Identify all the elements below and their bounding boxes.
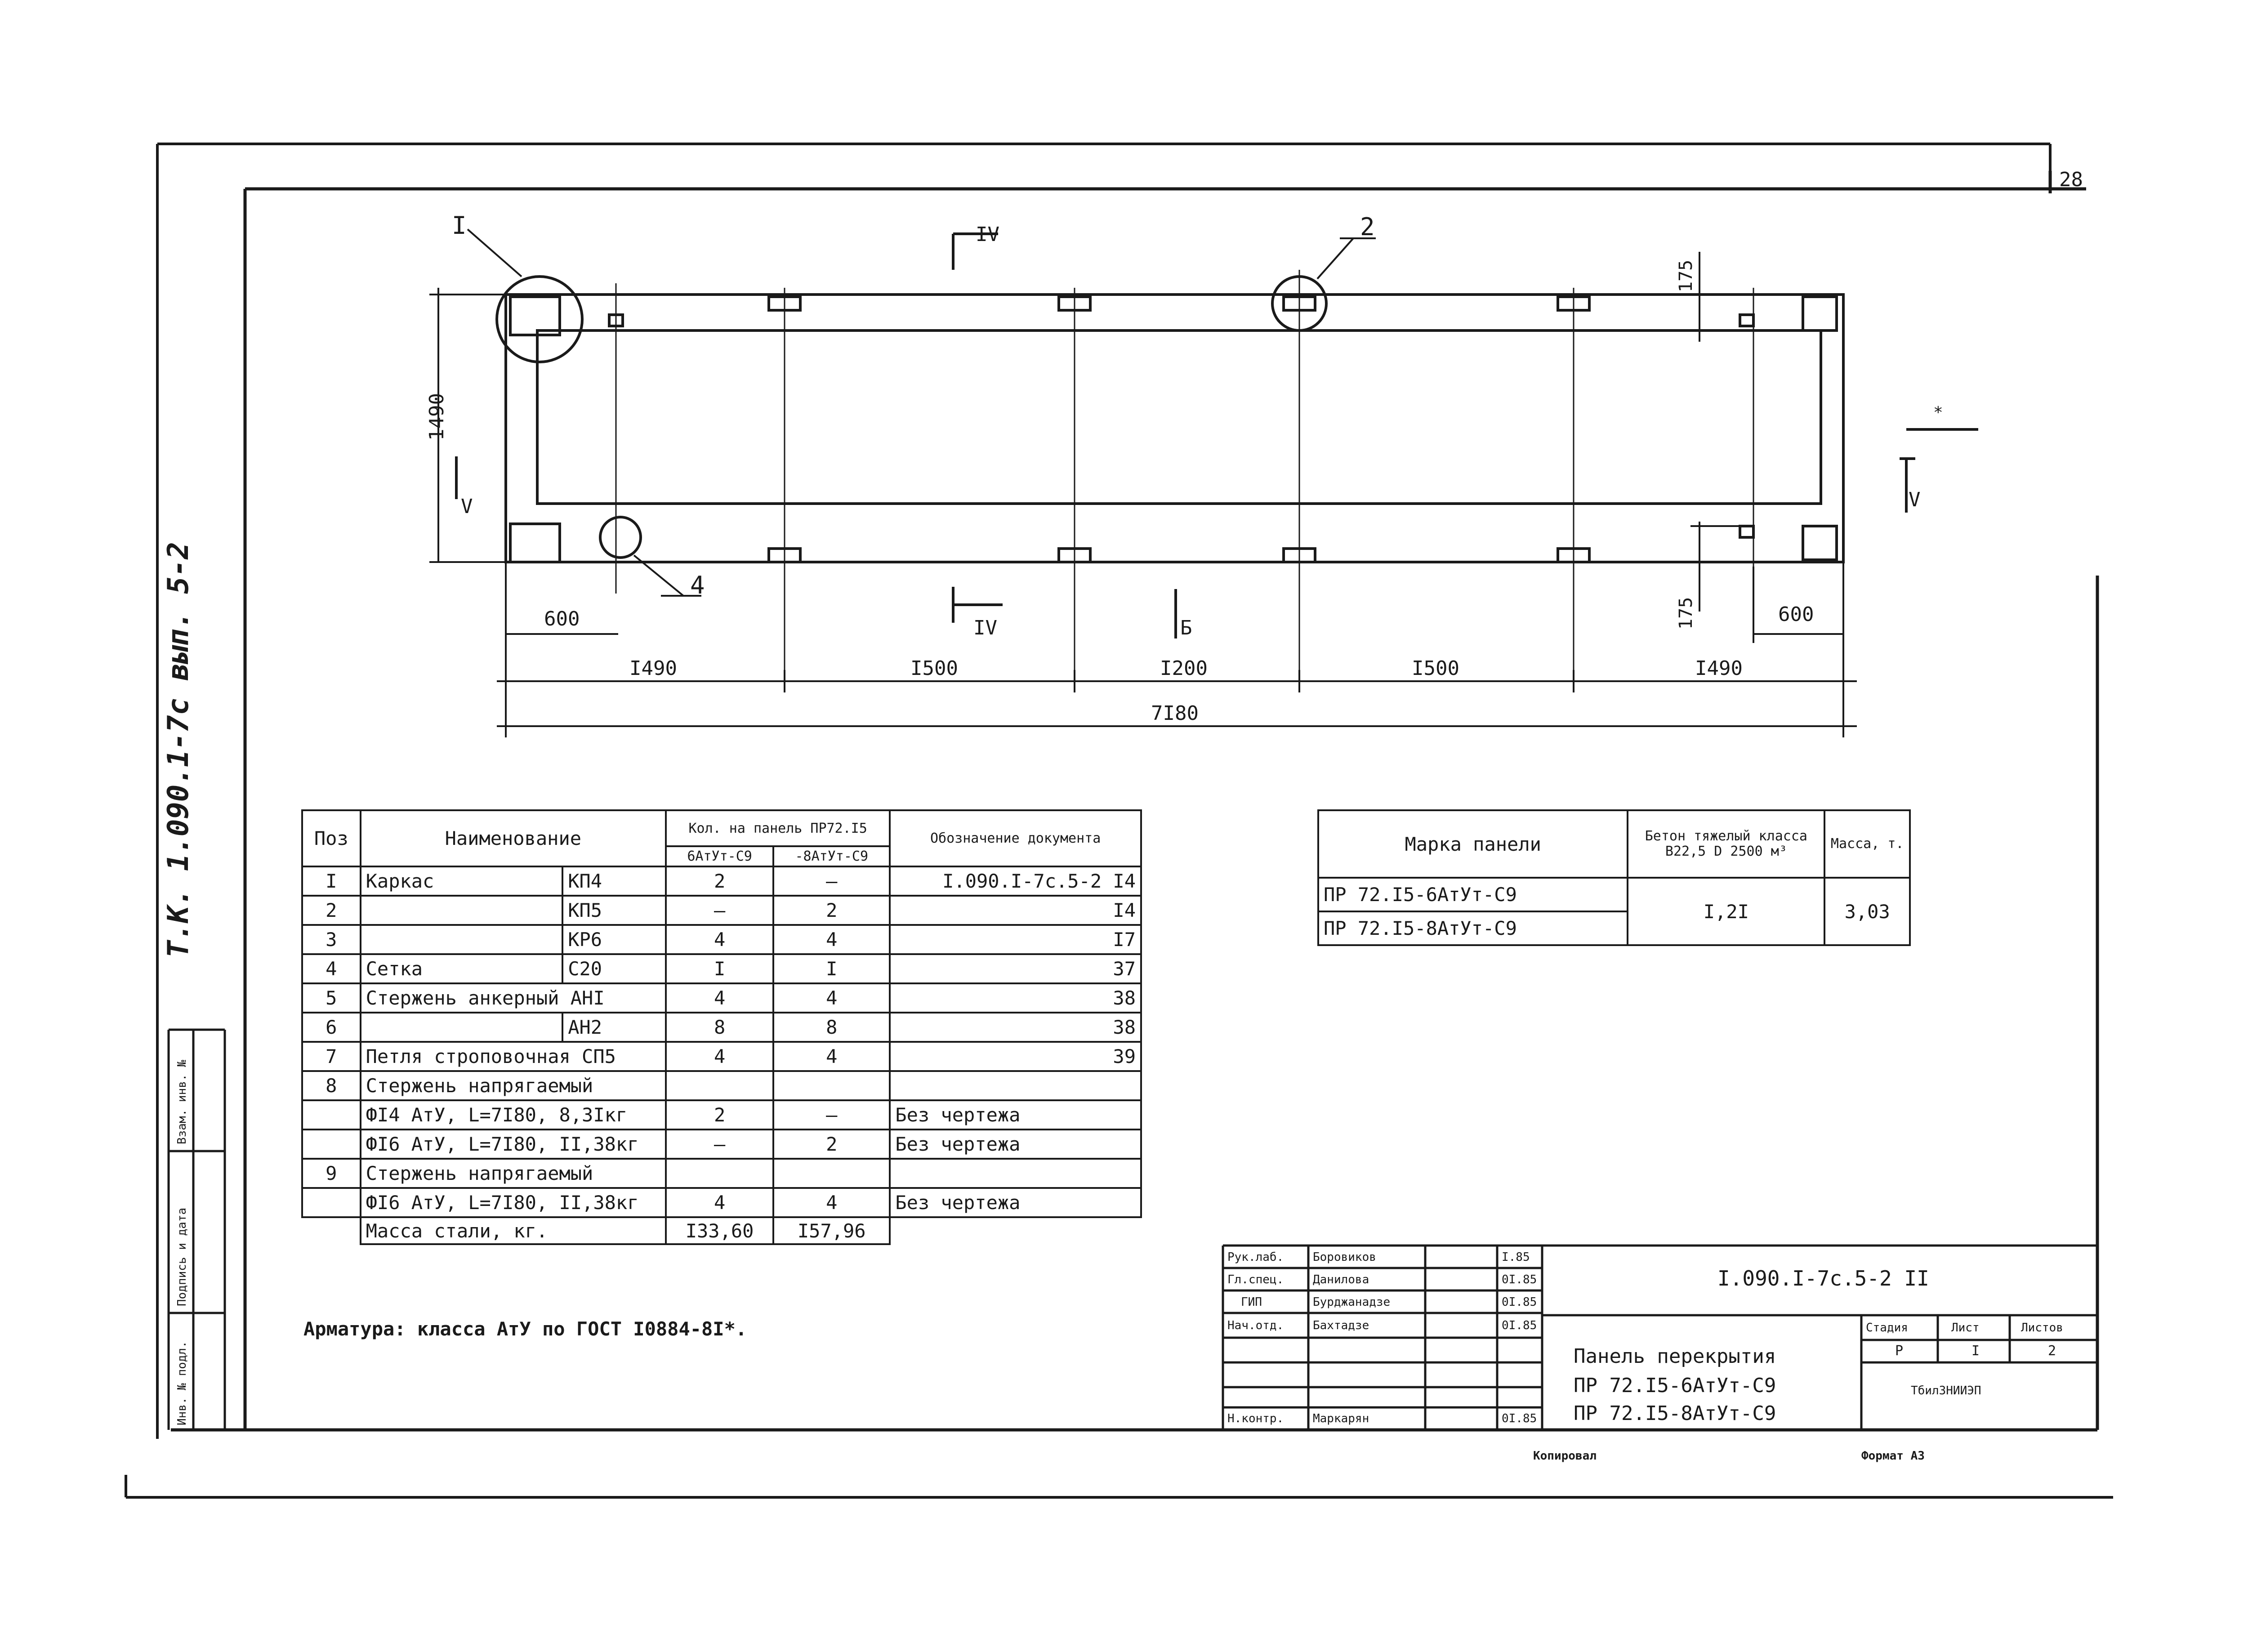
dim-175-top: 175: [1676, 259, 1696, 292]
spec-cell: I7: [890, 925, 1141, 954]
spec-cell: 37: [890, 954, 1141, 983]
page-number: 28: [2059, 168, 2083, 191]
org-name: ТбилЗНИИЭП: [1911, 1384, 1981, 1398]
dim-height: 1490: [425, 393, 448, 441]
spec-cell: 4: [773, 925, 890, 954]
section-iv-top: IV: [976, 223, 999, 246]
doc-code: I.090.I-7с.5-2 II: [1717, 1266, 1929, 1290]
spec-cell: –: [773, 866, 890, 896]
spec-cell: 4: [773, 1042, 890, 1071]
spec-cell: 2: [666, 866, 773, 896]
signer-date: 0I.85: [1502, 1295, 1537, 1309]
spec-row: [302, 866, 1141, 896]
dim-span-4: I500: [1412, 657, 1459, 680]
spec-cell: 2: [302, 896, 361, 925]
spec-cell: 4: [666, 1042, 773, 1071]
spec-cell: 7: [302, 1042, 361, 1071]
spec-cell: [890, 1159, 1141, 1188]
callout-2: 2: [1360, 213, 1375, 241]
side-stamp-code: Т.К. 1.090.1-7с вып. 5-2: [162, 542, 195, 958]
spec-cell: Стержень напрягаемый: [361, 1159, 666, 1188]
panel-table: [1317, 809, 1911, 946]
signer-name: Маркарян: [1313, 1412, 1369, 1425]
format-label: Формат А3: [1861, 1449, 1925, 1463]
spec-cell: [302, 1188, 361, 1217]
panel-plan: [468, 229, 1843, 692]
signer-date: I.85: [1502, 1250, 1530, 1264]
spec-cell: 38: [890, 983, 1141, 1013]
spec-cell: [361, 1013, 563, 1042]
spec-cell: Петля строповочная СП5: [361, 1042, 666, 1071]
spec-cell: Без чертежа: [890, 1100, 1141, 1130]
spec-h-pos: Поз: [302, 810, 361, 866]
spec-cell: 4: [302, 954, 361, 983]
signer-role: Н.контр.: [1227, 1412, 1284, 1425]
side-stamp-replace: Взам. инв. №: [175, 1060, 189, 1144]
stage-value: Р: [1895, 1343, 1904, 1359]
spec-mass-row: [302, 1217, 1141, 1244]
spec-row: [302, 1130, 1141, 1159]
spec-cell: [890, 1071, 1141, 1100]
signer-role: Гл.спец.: [1227, 1273, 1284, 1286]
signer-date: 0I.85: [1502, 1273, 1537, 1286]
spec-row: [302, 1071, 1141, 1100]
spec-cell: [361, 925, 563, 954]
spec-cell: КП4: [562, 866, 666, 896]
panel-h-mark: Марка панели: [1318, 810, 1628, 878]
panel-h-mass: Масса, т.: [1824, 810, 1910, 878]
spec-h-qty1: 6АтУт-С9: [666, 846, 773, 866]
spec-cell: I: [773, 954, 890, 983]
spec-row: [302, 1042, 1141, 1071]
spec-cell: 39: [890, 1042, 1141, 1071]
spec-mass-q2: I57,96: [773, 1217, 890, 1244]
panel-concrete: I,2I: [1628, 878, 1824, 945]
spec-h-qty: Кол. на панель ПР72.I5: [666, 810, 890, 846]
stage-label: Стадия: [1866, 1321, 1908, 1335]
spec-cell: 3: [302, 925, 361, 954]
spec-cell: [666, 1159, 773, 1188]
spec-cell: –: [666, 896, 773, 925]
spec-cell: 5: [302, 983, 361, 1013]
spec-cell: [302, 1130, 361, 1159]
spec-cell: С20: [562, 954, 666, 983]
spec-cell: Стержень напрягаемый: [361, 1071, 666, 1100]
title-line-2: ПР 72.I5-6АтУт-С9: [1574, 1374, 1776, 1397]
spec-cell: КП5: [562, 896, 666, 925]
section-v-right: V: [1909, 488, 1921, 511]
side-stamp-sign: Подпись и дата: [175, 1207, 189, 1306]
rebar-note: Арматура: класса АтУ по ГОСТ I0884-8I*.: [303, 1318, 747, 1340]
title-line-1: Панель перекрытия: [1574, 1345, 1776, 1368]
spec-cell: 4: [773, 983, 890, 1013]
section-iv-bottom: IV: [973, 616, 997, 639]
signer-role: Рук.лаб.: [1227, 1250, 1284, 1264]
spec-cell: I4: [890, 896, 1141, 925]
callout-1: I: [452, 211, 467, 240]
panel-row-2: ПР 72.I5-8АтУт-С9: [1318, 911, 1628, 945]
spec-h-qty2: -8АтУт-С9: [773, 846, 890, 866]
spec-row: [302, 954, 1141, 983]
spec-row: [302, 1188, 1141, 1217]
spec-cell: I.090.I-7с.5-2 I4: [890, 866, 1141, 896]
callout-4: 4: [690, 571, 705, 599]
dim-span-1: I490: [629, 657, 677, 680]
spec-cell: [773, 1159, 890, 1188]
spec-cell: АН2: [562, 1013, 666, 1042]
spec-cell: [302, 1100, 361, 1130]
spec-cell: 8: [773, 1013, 890, 1042]
spec-cell: 8: [666, 1013, 773, 1042]
signer-role: ГИП: [1241, 1295, 1262, 1309]
spec-mass-q1: I33,60: [666, 1217, 773, 1244]
spec-cell: I: [666, 954, 773, 983]
spec-cell: КР6: [562, 925, 666, 954]
spec-cell: –: [773, 1100, 890, 1130]
spec-cell: 4: [666, 983, 773, 1013]
spec-row: [302, 1013, 1141, 1042]
arrow-mark: *: [1933, 403, 1943, 422]
sheets-label: Листов: [2021, 1321, 2063, 1335]
spec-table: [301, 809, 1142, 1245]
signer-name: Бахтадзе: [1313, 1319, 1369, 1332]
spec-row: [302, 925, 1141, 954]
spec-cell: I: [302, 866, 361, 896]
dim-600-left: 600: [544, 607, 580, 630]
signer-date: 0I.85: [1502, 1319, 1537, 1332]
signer-date: 0I.85: [1502, 1412, 1537, 1425]
copied-label: Копировал: [1533, 1449, 1597, 1463]
side-stamp-inv: Инв. № подл.: [175, 1341, 189, 1425]
spec-cell: ФI4 АтУ, L=7I80, 8,3Iкг: [361, 1100, 666, 1130]
spec-cell: Без чертежа: [890, 1130, 1141, 1159]
dim-span-2: I500: [910, 657, 958, 680]
dim-span-3: I200: [1160, 657, 1208, 680]
spec-cell: 6: [302, 1013, 361, 1042]
spec-cell: 4: [773, 1188, 890, 1217]
spec-cell: 2: [773, 896, 890, 925]
spec-cell: [361, 896, 563, 925]
dim-total: 7I80: [1151, 702, 1199, 725]
spec-cell: [773, 1071, 890, 1100]
sheet-value: I: [1971, 1343, 1980, 1359]
spec-row: [302, 1100, 1141, 1130]
spec-cell: 38: [890, 1013, 1141, 1042]
signer-name: Боровиков: [1313, 1250, 1376, 1264]
signer-role: Нач.отд.: [1227, 1319, 1284, 1332]
spec-h-doc: Обозначение документа: [890, 810, 1141, 866]
title-line-3: ПР 72.I5-8АтУт-С9: [1574, 1402, 1776, 1425]
spec-cell: 4: [666, 925, 773, 954]
signer-name: Бурджанадзе: [1313, 1295, 1391, 1309]
spec-cell: 2: [773, 1130, 890, 1159]
section-v-left: V: [461, 495, 473, 518]
spec-mass-label: Масса стали, кг.: [361, 1217, 666, 1244]
panel-h-concrete: Бетон тяжелый класса В22,5 D 2500 м³: [1628, 810, 1824, 878]
dim-175-bottom: 175: [1676, 597, 1696, 630]
spec-cell: 4: [666, 1188, 773, 1217]
spec-cell: Стержень анкерный АНI: [361, 983, 666, 1013]
panel-row-1: ПР 72.I5-6АтУт-С9: [1318, 878, 1628, 911]
spec-cell: Сетка: [361, 954, 563, 983]
spec-cell: Без чертежа: [890, 1188, 1141, 1217]
signer-name: Данилова: [1313, 1273, 1369, 1286]
spec-row: [302, 983, 1141, 1013]
dim-600-right: 600: [1778, 603, 1814, 626]
spec-h-name: Наименование: [361, 810, 666, 866]
panel-mass: 3,03: [1824, 878, 1910, 945]
sheet-label: Лист: [1951, 1321, 1980, 1335]
dim-span-5: I490: [1695, 657, 1743, 680]
spec-row: [302, 1159, 1141, 1188]
spec-cell: 8: [302, 1071, 361, 1100]
spec-cell: 2: [666, 1100, 773, 1130]
spec-cell: ФI6 АтУ, L=7I80, II,38кг: [361, 1188, 666, 1217]
spec-rows: [302, 866, 1141, 1244]
sheets-value: 2: [2048, 1343, 2056, 1359]
spec-cell: ФI6 АтУ, L=7I80, II,38кг: [361, 1130, 666, 1159]
spec-cell: 9: [302, 1159, 361, 1188]
section-b: Б: [1180, 616, 1192, 639]
spec-cell: –: [666, 1130, 773, 1159]
spec-cell: Каркас: [361, 866, 563, 896]
spec-cell: [666, 1071, 773, 1100]
spec-row: [302, 896, 1141, 925]
